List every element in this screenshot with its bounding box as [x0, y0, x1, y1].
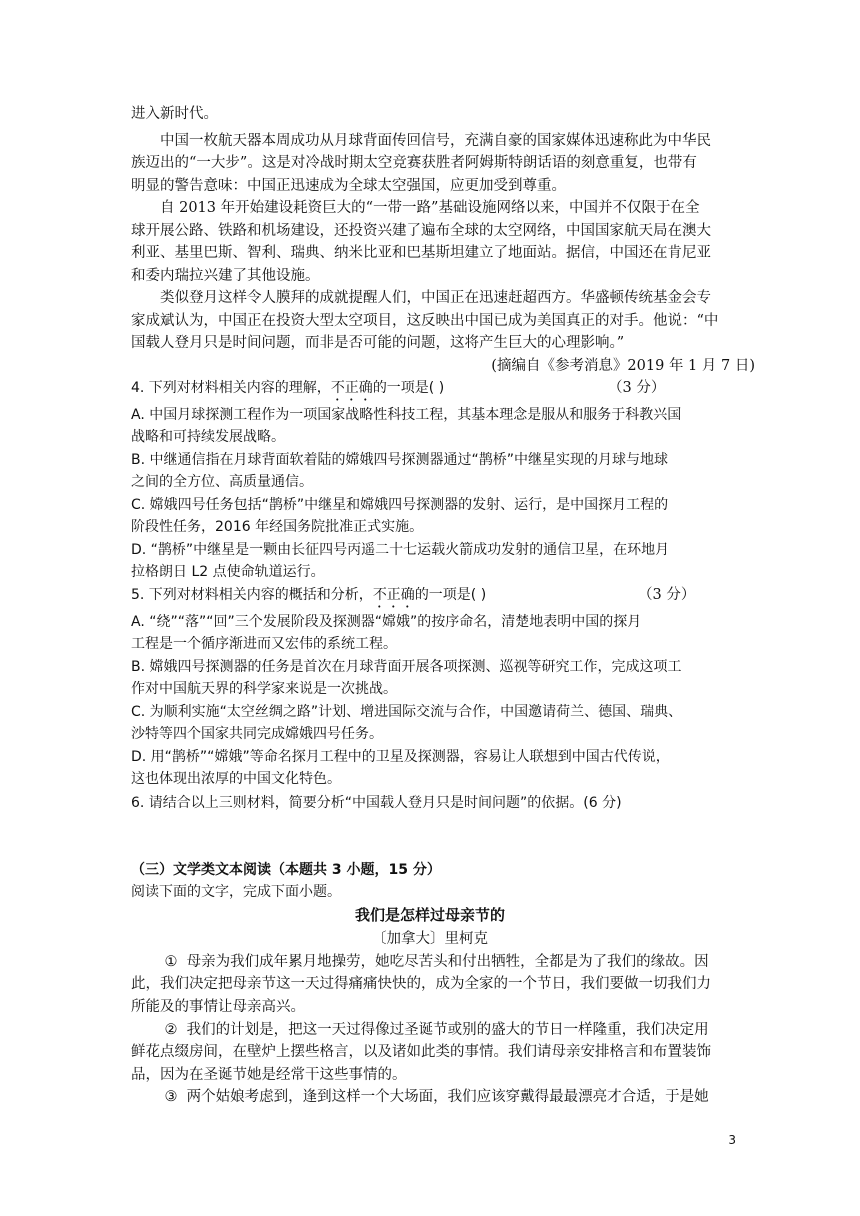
option-line: A. 中国月球探测工程作为一项国家战略性科技工程，其基本理念是服从和服务于科教兴国 — [131, 407, 682, 423]
paragraph-line — [160, 952, 760, 972]
paragraph-text: 我们的计划是，把这一天过得像过圣诞节或别的盛大的节日一样隆重，我们决定用 — [186, 1022, 709, 1038]
option-line: 战略和可持续发展战略。 — [131, 429, 285, 445]
emphasis-text: 不正确 — [330, 380, 373, 396]
option-line: 拉格朗日 L2 点使命轨道运行。 — [131, 564, 325, 580]
stem-text: 5. 下列对材料相关内容的概括和分析， — [131, 587, 373, 603]
paragraph-line — [160, 1020, 760, 1040]
stem-text: 4. 下列对材料相关内容的理解， — [131, 380, 331, 396]
paragraph-line: 利亚、基里巴斯、智利、瑞典、纳米比亚和巴基斯坦建立了地面站。据信，中国还在肯尼亚 — [131, 245, 711, 261]
paragraph-line: 进入新时代。 — [131, 106, 218, 122]
paragraph-line: 类似登月这样令人膜拜的成就提醒人们，中国正在迅速赶超西方。华盛顿传统基金会专 — [160, 290, 711, 306]
option-line: 这也体现出浓厚的中国文化特色。 — [131, 771, 341, 787]
paragraph-line: 国载人登月只是时间问题，而非是否可能的问题，这将产生巨大的心理影响。” — [131, 335, 625, 351]
option-line: D. 用“鹊桥”“嫦娥”等命名探月工程中的卫星及探测器，容易让人联想到中国古代传说， — [131, 749, 670, 765]
paragraph-line: 家成斌认为，中国正在投资大型太空项目，这反映出中国已成为美国真正的对手。他说：“中 — [131, 313, 719, 329]
paragraph-line: 鲜花点缀房间，在壁炉上摆些格言，以及诸如此类的事情。我们请母亲安排格言和布置装饰 — [131, 1044, 711, 1060]
question-6-stem: 6. 请结合以上三则材料，简要分析“中国载人登月只是时间问题”的依据。(6 分) — [131, 795, 622, 811]
option-line: 沙特等四个国家共同完成嫦娥四号任务。 — [131, 726, 383, 742]
paragraph-line — [160, 1087, 760, 1107]
story-author: 〔加拿大〕里柯克 — [372, 931, 488, 947]
question-4-score: （3 分） — [608, 380, 666, 396]
option-line: 阶段性任务，2016 年经国务院批准正式实施。 — [131, 519, 424, 535]
story-title: 我们是怎样过母亲节的 — [354, 906, 505, 924]
paragraph-number: ③ — [164, 1089, 178, 1105]
option-line: C. 嫦娥四号任务包括“鹊桥”中继星和嫦娥四号探测器的发射、运行，是中国探月工程的 — [131, 497, 669, 513]
option-line: D. “鹊桥”中继星是一颗由长征四号丙遥二十七运载火箭成功发射的通信卫星，在环地月 — [131, 542, 670, 558]
paragraph-text: 两个姑娘考虑到，逢到这样一个大场面，我们应该穿戴得最最漂亮才合适，于是她 — [186, 1089, 709, 1105]
option-line: 之间的全方位、高质量通信。 — [131, 474, 313, 490]
option-line: 工程是一个循序渐进而又宏伟的系统工程。 — [131, 636, 397, 652]
paragraph-line: 球开展公路、铁路和机场建设，还投资兴建了遍布全球的太空网络，中国国家航天局在澳大 — [131, 223, 711, 239]
paragraph-line: 此，我们决定把母亲节这一天过得痛痛快快的，成为全家的一个节日，我们要做一切我们力 — [131, 976, 711, 992]
section-heading: （三）文学类文本阅读（本题共 3 小题，15 分） — [131, 862, 441, 878]
paragraph-line: 明显的警告意味：中国正迅速成为全球太空强国，应更加受到尊重。 — [131, 178, 566, 194]
option-line: 作对中国航天界的科学家来说是一次挑战。 — [131, 681, 397, 697]
paragraph-line: 品，因为在圣诞节她是经常干这些事情的。 — [131, 1067, 407, 1083]
paragraph-line: 中国一枚航天器本周成功从月球背面传回信号，充满自豪的国家媒体迅速称此为中华民 — [160, 133, 711, 149]
option-line: C. 为顺利实施“太空丝绸之路”计划、增进国际交流与合作，中国邀请荷兰、德国、瑞典、 — [131, 704, 683, 720]
option-line: B. 中继通信指在月球背面软着陆的嫦娥四号探测器通过“鹊桥”中继星实现的月球与地球 — [131, 452, 669, 468]
source-citation: (摘编自《参考消息》2019 年 1 月 7 日) — [491, 358, 755, 374]
option-line: B. 嫦娥四号探测器的任务是首次在月球背面开展各项探测、巡视等研究工作，完成这项工 — [131, 659, 682, 675]
section-instruction: 阅读下面的文字，完成下面小题。 — [131, 884, 341, 900]
paragraph-line: 和委内瑞拉兴建了其他设施。 — [131, 268, 320, 284]
paragraph-line: 所能及的事情让母亲高兴。 — [131, 999, 305, 1015]
option-line: A. “绕”“落”“回”三个发展阶段及探测器“嫦娥”的按序命名，清楚地表明中国的探月 — [131, 614, 642, 630]
paragraph-line: 自 2013 年开始建设耗资巨大的“一带一路”基础设施网络以来，中国并不仅限于在全 — [160, 200, 700, 216]
paragraph-text: 母亲为我们成年累月地操劳，她吃尽苦头和付出牺牲，全都是为了我们的缘故。因 — [186, 954, 709, 970]
emphasis-text: 不正确 — [372, 587, 415, 603]
paragraph-number: ② — [164, 1022, 178, 1038]
stem-text: 的一项是( ) — [414, 587, 487, 603]
paragraph-number: ① — [164, 954, 178, 970]
stem-text: 的一项是( ) — [372, 380, 445, 396]
question-5-score: （3 分） — [638, 587, 696, 603]
paragraph-line: 族迈出的“一大步”。这是对冷战时期太空竞赛获胜者阿姆斯特朗话语的刻意重复，也带有 — [131, 155, 697, 171]
page-number: 3 — [728, 1133, 736, 1147]
